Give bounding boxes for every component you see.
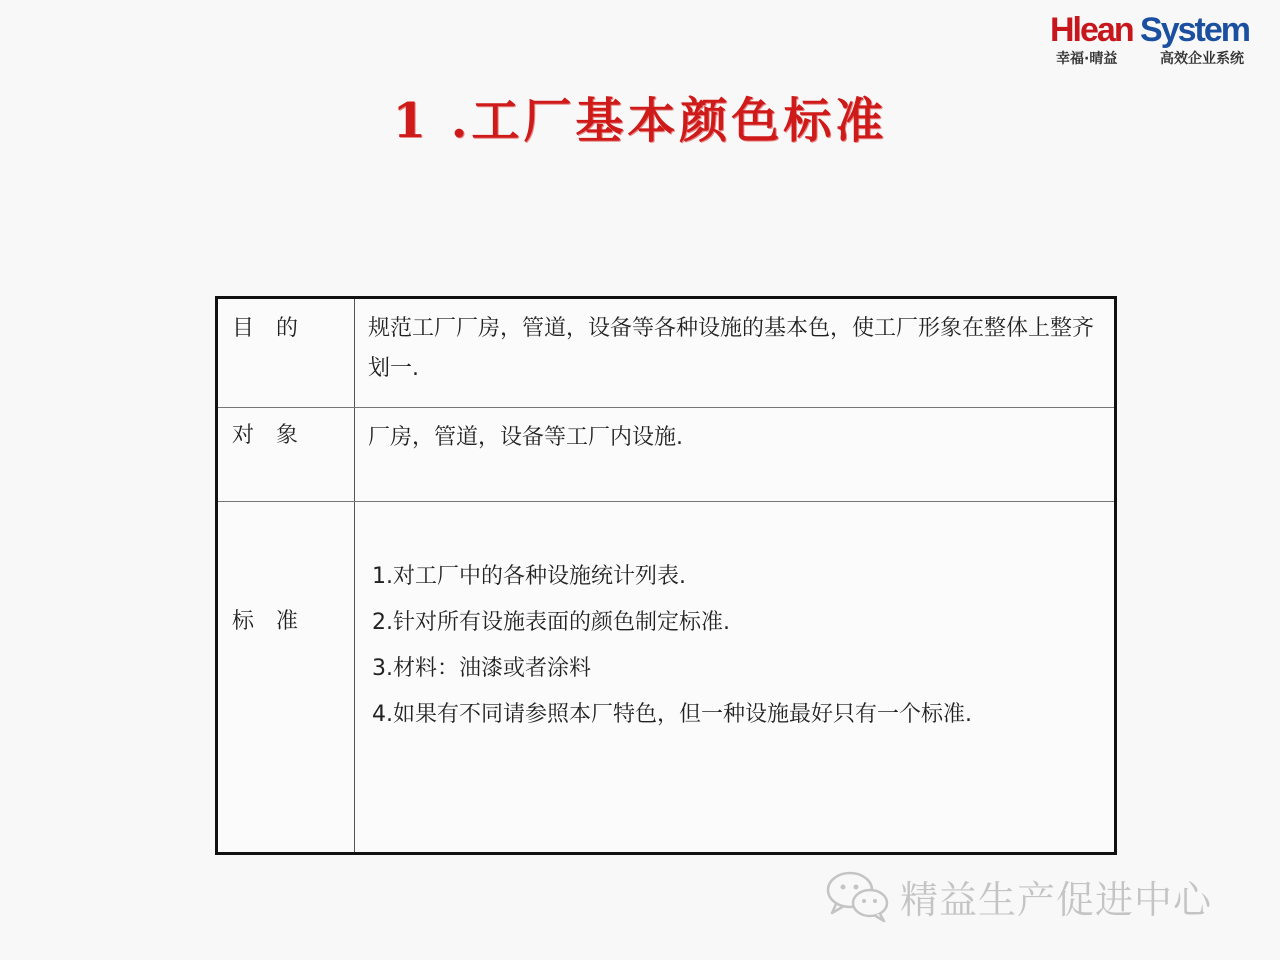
- brand-logo: [1048, 10, 1270, 72]
- standard-list: [372, 554, 1102, 738]
- table-row-purpose: [218, 299, 1114, 408]
- wechat-icon: [824, 868, 892, 924]
- logo-hlean-text: Hlean: [1050, 11, 1133, 49]
- row-label-purpose: 目的: [232, 316, 321, 341]
- logo-system-text: System: [1132, 11, 1249, 49]
- table-row-standard: [218, 502, 1114, 852]
- list-item: 4.如果有不同请参照本厂特色，但一种设施最好只有一个标准.: [372, 702, 972, 727]
- row-content-target: 厂房，管道，设备等工厂内设施.: [368, 425, 683, 450]
- page-title: 1 .工厂基本颜色标准: [392, 93, 888, 149]
- list-item: 1.对工厂中的各种设施统计列表.: [372, 564, 686, 589]
- logo-tagline-left: 幸福·晴益: [1056, 51, 1118, 67]
- watermark: [824, 866, 1212, 926]
- logo-tagline-right: 高效企业系统: [1160, 51, 1244, 67]
- row-label-standard: 标准: [232, 609, 321, 634]
- watermark-text: 精益生产促进中心: [900, 877, 1213, 922]
- list-item: 3.材料：油漆或者涂料: [372, 656, 591, 681]
- table-row-target: [218, 408, 1114, 502]
- standard-table: [215, 296, 1117, 855]
- row-content-purpose: 规范工厂厂房，管道，设备等各种设施的基本色，使工厂形象在整体上整齐划一.: [368, 316, 1095, 381]
- list-item: 2.针对所有设施表面的颜色制定标准.: [372, 610, 730, 635]
- row-label-target: 对象: [232, 423, 321, 448]
- logo-wordmark: [1050, 10, 1249, 50]
